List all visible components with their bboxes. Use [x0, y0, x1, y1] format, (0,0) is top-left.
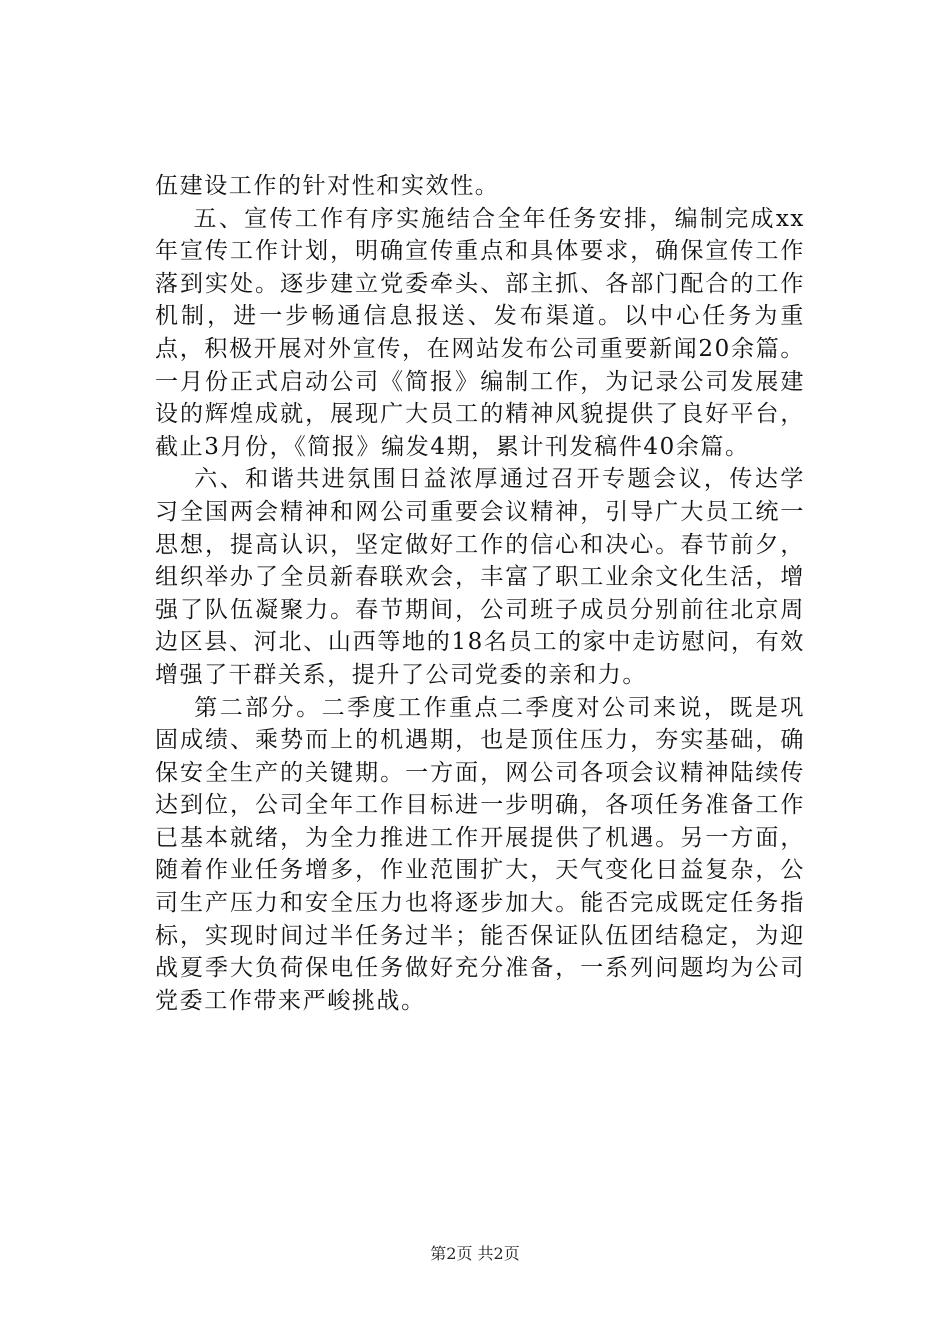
page-footer: 第2页 共2页 [430, 1244, 520, 1263]
body-text [155, 170, 805, 1017]
paragraph-harmony-atmosphere: 六、和谐共进氛围日益浓厚通过召开专题会议，传达学习全国两会精神和网公司重要会议精神，引导广大员工统一思想，提高认识，坚定做好工作的信心和决心。春节前夕，组织举办了全员新春联欢会，丰富了职工业余文化生活，增强了队伍凝聚力。春节期间，公司班子成员分别前往北京周边区县、河北、山西等地的18名员工的家中走访慰问，有效增强了干群关系，提升了公司党委的亲和力。 [155, 466, 805, 688]
paragraph-continuation: 伍建设工作的针对性和实效性。 [155, 173, 500, 199]
paragraph-publicity-work: 五、宣传工作有序实施结合全年任务安排，编制完成xx年宣传工作计划，明确宣传重点和具体要求，确保宣传工作落到实处。逐步建立党委牵头、部主抓、各部门配合的工作机制，进一步畅通信息报送、发布渠道。以中心任务为重点，积极开展对外宣传，在网站发布公司重要新闻20余篇。一月份正式启动公司《简报》编制工作，为记录公司发展建设的辉煌成就，展现广大员工的精神风貌提供了良好平台，截止3月份，《简报》编发4期，累计刊发稿件40余篇。 [155, 205, 805, 460]
paragraph-q2-priorities: 第二部分。二季度工作重点二季度对公司来说，既是巩固成绩、乘势而上的机遇期，也是顶住压力，夯实基础，确保安全生产的关键期。一方面，网公司各项会议精神陆续传达到位，公司全年工作目标进一步明确，各项任务准备工作已基本就绪，为全力推进工作开展提供了机遇。另一方面，随着作业任务增多，作业范围扩大，天气变化日益复杂，公司生产压力和安全压力也将逐步加大。能否完成既定任务指标，实现时间过半任务过半；能否保证队伍团结稳定，为迎战夏季大负荷保电任务做好充分准备，一系列问题均为公司党委工作带来严峻挑战。 [155, 694, 805, 1014]
